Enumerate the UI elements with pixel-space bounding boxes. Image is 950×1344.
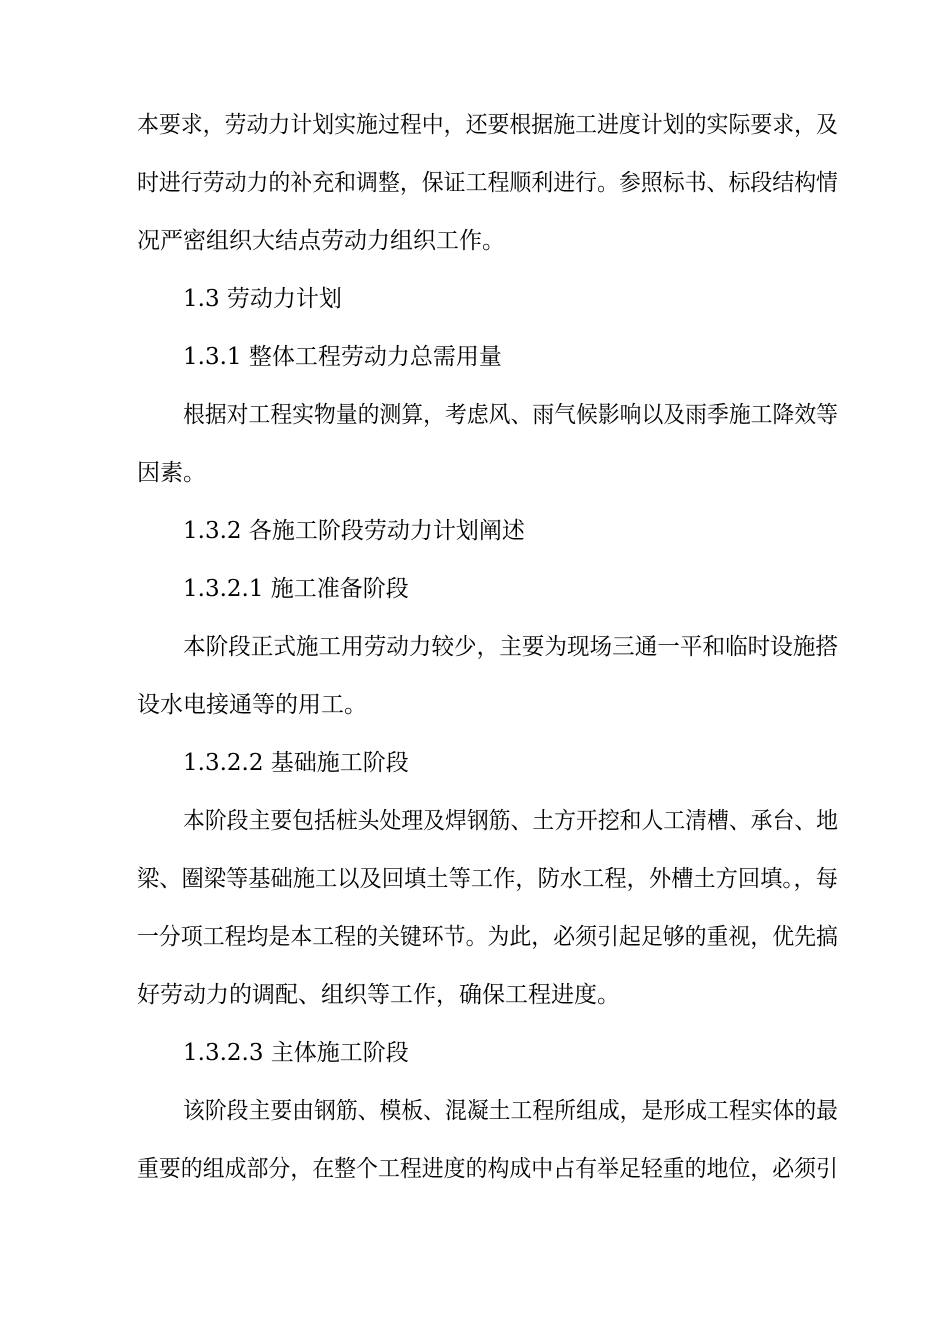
line-text: 况严密组织大结点劳动力组织工作。 xyxy=(137,228,505,254)
line-text: 本要求，劳动力计划实施过程中，还要根据施工进度计划的实际要求，及 xyxy=(137,112,838,138)
heading-text: 1.3.2 各施工阶段劳动力计划阐述 xyxy=(183,518,525,544)
line-text: 该阶段主要由钢筋、模板、混凝土工程所组成，是形成工程实体的最 xyxy=(183,1098,839,1124)
line-text: 好劳动力的调配、组织等工作，确保工程进度。 xyxy=(137,982,620,1008)
heading-text: 1.3.1 整体工程劳动力总需用量 xyxy=(183,344,502,370)
line-text: 设水电接通等的用工。 xyxy=(137,692,367,718)
heading-text: 1.3.2.1 施工准备阶段 xyxy=(183,576,409,602)
line-text: 重要的组成部分，在整个工程进度的构成中占有举足轻重的地位，必须引 xyxy=(137,1156,838,1182)
line-text: 本阶段正式施工用劳动力较少，主要为现场三通一平和临时设施搭 xyxy=(183,634,838,660)
line-text: 因素。 xyxy=(137,460,206,486)
line-text: 一分项工程均是本工程的关键环节。为此，必须引起足够的重视，优先搞 xyxy=(137,924,838,950)
line-text: 时进行劳动力的补充和调整，保证工程顺利进行。参照标书、标段结构情 xyxy=(137,170,838,196)
line-text: 本阶段主要包括桩头处理及焊钢筋、土方开挖和人工清槽、承台、地 xyxy=(183,808,839,834)
heading-text: 1.3 劳动力计划 xyxy=(183,286,342,312)
line-text: 梁、圈梁等基础施工以及回填土等工作，防水工程，外槽土方回填。，每 xyxy=(137,866,839,892)
line-text: 根据对工程实物量的测算，考虑风、雨气候影响以及雨季施工降效等 xyxy=(183,402,839,428)
heading-text: 1.3.2.3 主体施工阶段 xyxy=(183,1040,409,1066)
heading-text: 1.3.2.2 基础施工阶段 xyxy=(183,750,409,776)
